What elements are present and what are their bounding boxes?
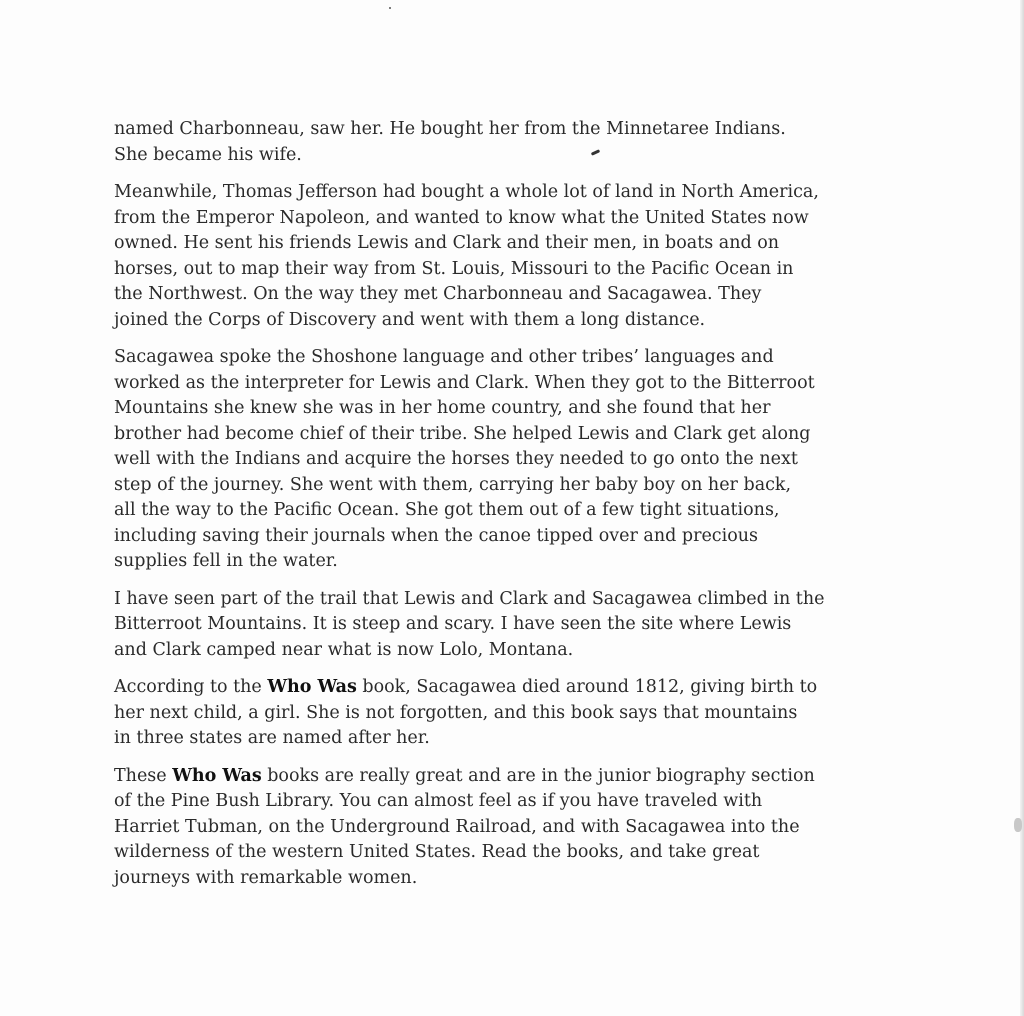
text-line (114, 396, 914, 422)
paragraph (114, 764, 914, 892)
text-line (114, 764, 914, 790)
text-line (114, 473, 914, 499)
text-line (114, 345, 914, 371)
text-line (114, 612, 914, 638)
text-run: owned. He sent his friends Lewis and Clark and their men, in boats and on (114, 233, 780, 253)
text-line (114, 282, 914, 308)
text-run: joined the Corps of Discovery and went with them a long distance. (114, 309, 706, 330)
text-run: Sacagawea spoke the Shoshone language and other tribes’ languages and (114, 347, 774, 367)
text-line (114, 117, 914, 143)
scan-speck (389, 7, 391, 9)
text-run: named Charbonneau, saw her. He bought her from the Minnetaree Indians. (114, 119, 786, 139)
text-run: I have seen part of the trail that Lewis and Clark and Sacagawea climbed in the (114, 588, 825, 609)
text-line (114, 638, 914, 664)
text-run: and Clark camped near what is now Lolo, Montana. (114, 639, 574, 660)
text-line (114, 422, 914, 448)
text-run: step of the journey. She went with them, carrying her baby boy on her back, (114, 474, 792, 495)
text-line (114, 206, 914, 232)
text-run: horses, out to map their way from St. Louis, Missouri to the Pacific Ocean in (114, 258, 794, 279)
text-run: in three states are named after her. (114, 728, 430, 748)
book-title-bold: Who Was (172, 765, 262, 786)
text-line (114, 726, 914, 752)
text-line (114, 701, 914, 727)
text-line (114, 257, 914, 283)
text-run: Harriet Tubman, on the Underground Railroad, and with Sacagawea into the (114, 816, 800, 837)
text-run: from the Emperor Napoleon, and wanted to know what the United States now (114, 207, 809, 228)
paragraph (114, 180, 914, 333)
text-line (114, 180, 914, 206)
text-line (114, 143, 914, 169)
text-run: book, Sacagawea died around 1812, giving birth to (356, 677, 818, 697)
text-line (114, 675, 914, 701)
text-run: supplies fell in the water. (114, 551, 338, 571)
text-run: wilderness of the western United States. Read the books, and take great (114, 842, 760, 862)
text-line (114, 866, 914, 892)
text-run: Bitterroot Mountains. It is steep and scary. I have seen the site where Lewis (114, 614, 792, 634)
paragraph (114, 117, 914, 168)
text-line (114, 447, 914, 473)
text-run: her next child, a girl. She is not forgotten, and this book says that mountains (114, 702, 798, 723)
text-run: Mountains she knew she was in her home country, and she found that her (114, 398, 771, 418)
text-run: including saving their journals when the canoe tipped over and precious (114, 525, 758, 546)
paragraph (114, 345, 914, 575)
text-line (114, 587, 914, 613)
paragraph (114, 587, 914, 664)
text-line (114, 840, 914, 866)
text-run: all the way to the Pacific Ocean. She got them out of a few tight situations, (114, 500, 780, 520)
text-line (114, 789, 914, 815)
text-run: well with the Indians and acquire the horses they needed to go onto the next (114, 449, 798, 469)
text-line (114, 815, 914, 841)
text-line (114, 231, 914, 257)
page-edge-shadow (1020, 0, 1024, 1016)
text-run: of the Pine Bush Library. You can almost feel as if you have traveled with (114, 791, 763, 811)
text-run: books are really great and are in the junior biography section (261, 765, 815, 786)
text-line (114, 498, 914, 524)
text-line (114, 371, 914, 397)
document-body (114, 117, 914, 903)
page-edge-blot (1014, 818, 1022, 832)
text-run: According to the (114, 677, 268, 697)
text-run: journeys with remarkable women. (114, 867, 418, 888)
text-run: worked as the interpreter for Lewis and Clark. When they got to the Bitterroot (114, 372, 815, 393)
text-run: These (114, 765, 173, 786)
text-run: Meanwhile, Thomas Jefferson had bought a whole lot of land in North America, (114, 182, 819, 202)
text-line (114, 308, 914, 334)
text-run: She became his wife. (114, 144, 302, 165)
paragraph (114, 675, 914, 752)
text-run: the Northwest. On the way they met Charbonneau and Sacagawea. They (114, 284, 762, 304)
text-line (114, 549, 914, 575)
text-line (114, 524, 914, 550)
book-title-bold: Who Was (267, 677, 357, 697)
text-run: brother had become chief of their tribe. She helped Lewis and Clark get along (114, 423, 811, 444)
